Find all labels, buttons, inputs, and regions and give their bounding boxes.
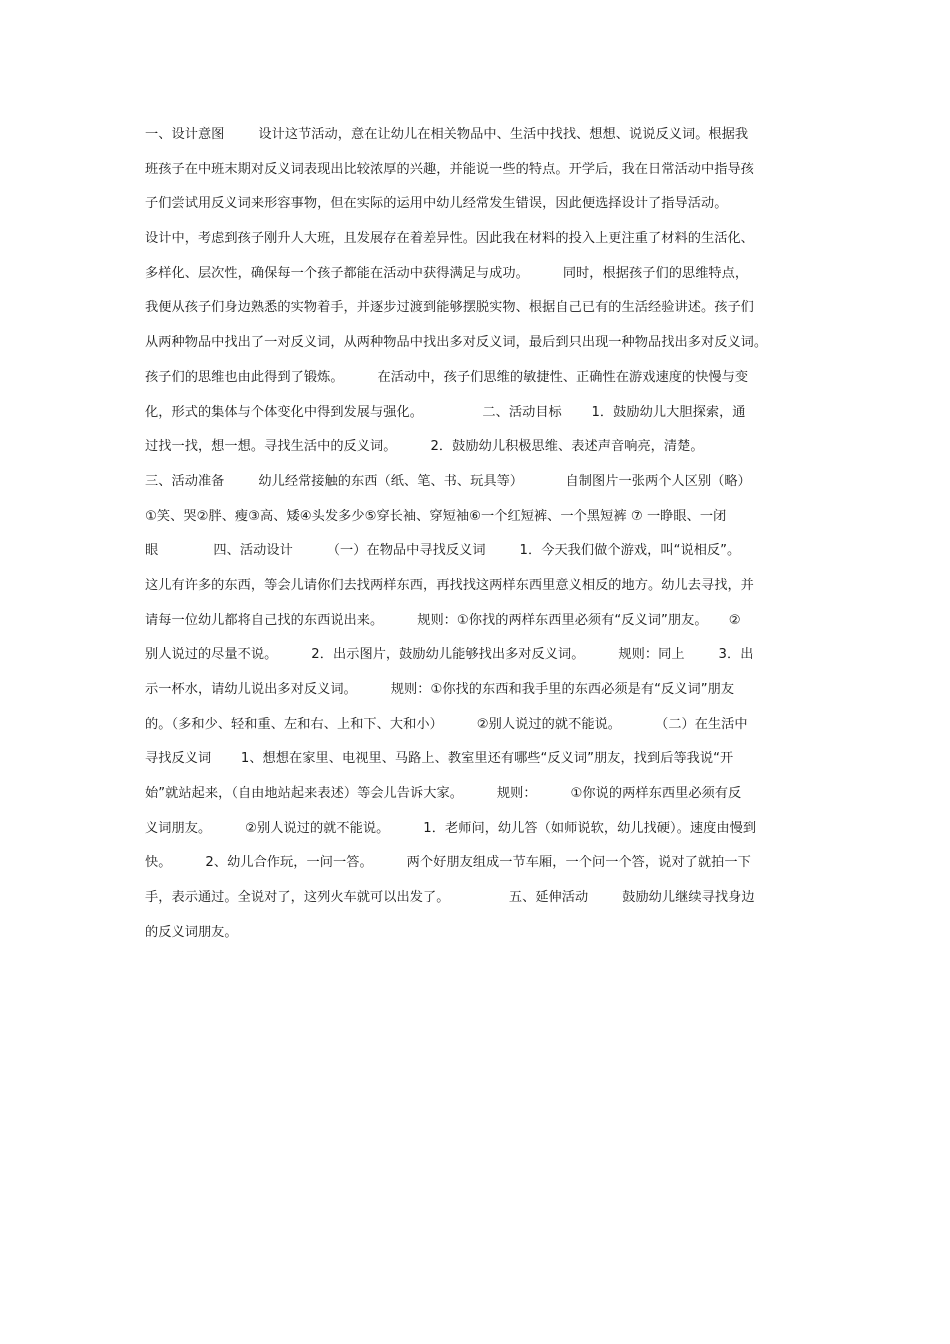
text-line: 多样化、层次性，确保每一个孩子都能在活动中获得满足与成功。 同时，根据孩子们的思维特点，	[145, 265, 749, 281]
text-line: 示一杯水，请幼儿说出多对反义词。 规则：①你找的东西和我手里的东西必须是有“反义词”朋友	[145, 682, 735, 697]
text-line: 别人说过的尽量不说。 2．出示图片，鼓励幼儿能够找出多对反义词。 规则：同上 3．出	[145, 647, 754, 663]
text-line: 设计中，考虑到孩子刚升人大班，且发展存在着差异性。因此我在材料的投入上更注重了材料的生活化、	[145, 231, 754, 247]
text-line: 这儿有许多的东西，等会儿请你们去找两样东西，再找找这两样东西里意义相反的地方。幼儿去寻找，并	[145, 577, 754, 593]
document-body	[145, 125, 835, 958]
text-line: 快。 2、幼儿合作玩，一问一答。 两个好朋友组成一节车厢，一个问一个答，说对了就拍一下	[145, 855, 751, 871]
text-line: 手，表示通过。全说对了，这列火车就可以出发了。 五、延伸活动 鼓励幼儿继续寻找身边	[145, 890, 755, 906]
text-line: 子们尝试用反义词来形容事物，但在实际的运用中幼儿经常发生错误，因此便选择设计了指导活动。	[145, 196, 728, 212]
text-line: 我便从孩子们身边熟悉的实物着手，并逐步过渡到能够摆脱实物、根据自己已有的生活经验讲述。孩子们	[145, 300, 754, 316]
text-line: 孩子们的思维也由此得到了锻炼。 在活动中，孩子们思维的敏捷性、正确性在游戏速度的快慢与变	[145, 369, 749, 385]
text-line: 化，形式的集体与个体变化中得到发展与强化。 二、活动目标 1．鼓励幼儿大胆探索，通	[145, 404, 746, 420]
text-line: 寻找反义词 1、想想在家里、电视里、马路上、教室里还有哪些“反义词”朋友，找到后等我说“开	[145, 751, 734, 767]
text-line: 眼 四、活动设计 （一）在物品中寻找反义词 1．今天我们做个游戏，叫“说相反”。	[145, 543, 741, 559]
text-line: 的。（多和少、轻和重、左和右、上和下、大和小） ②别人说过的就不能说。 （二）在生活中	[145, 716, 748, 732]
text-line: 三、活动准备 幼儿经常接触的东西（纸、笔、书、玩具等） 自制图片一张两个人区别（略）	[145, 473, 751, 489]
text-line: 班孩子在中班末期对反义词表现出比较浓厚的兴趣，并能说一些的特点。开学后，我在日常活动中指导孩	[145, 161, 754, 177]
text-line: 的反义词朋友。	[145, 924, 238, 940]
text-line: 一、设计意图 设计这节活动，意在让幼儿在相关物品中、生活中找找、想想、说说反义词。根据我	[145, 127, 749, 142]
text-line: 请每一位幼儿都将自己找的东西说出来。 规则：①你找的两样东西里必须有“反义词”朋友。 ②	[145, 612, 741, 628]
text-line: 过找一找，想一想。寻找生活中的反义词。 2．鼓励幼儿积极思维、表述声音响亮，清楚。	[145, 439, 704, 455]
text-line: ①笑、哭②胖、瘦③高、矮④头发多少⑤穿长袖、穿短袖⑥一个红短裤、一个黑短裤 ⑦ 一睁眼、一闭	[145, 508, 727, 524]
text-line: 始”就站起来，（自由地站起来表述）等会儿告诉大家。 规则： ①你说的两样东西里必须有反	[145, 786, 742, 802]
text-line: 义词朋友。 ②别人说过的就不能说。 1．老师问，幼儿答（如师说软，幼儿找硬）。速度由慢到	[145, 820, 757, 836]
text-line: 从两种物品中找出了一对反义词，从两种物品中找出多对反义词，最后到只出现一种物品找出多对反义词。	[145, 335, 768, 351]
